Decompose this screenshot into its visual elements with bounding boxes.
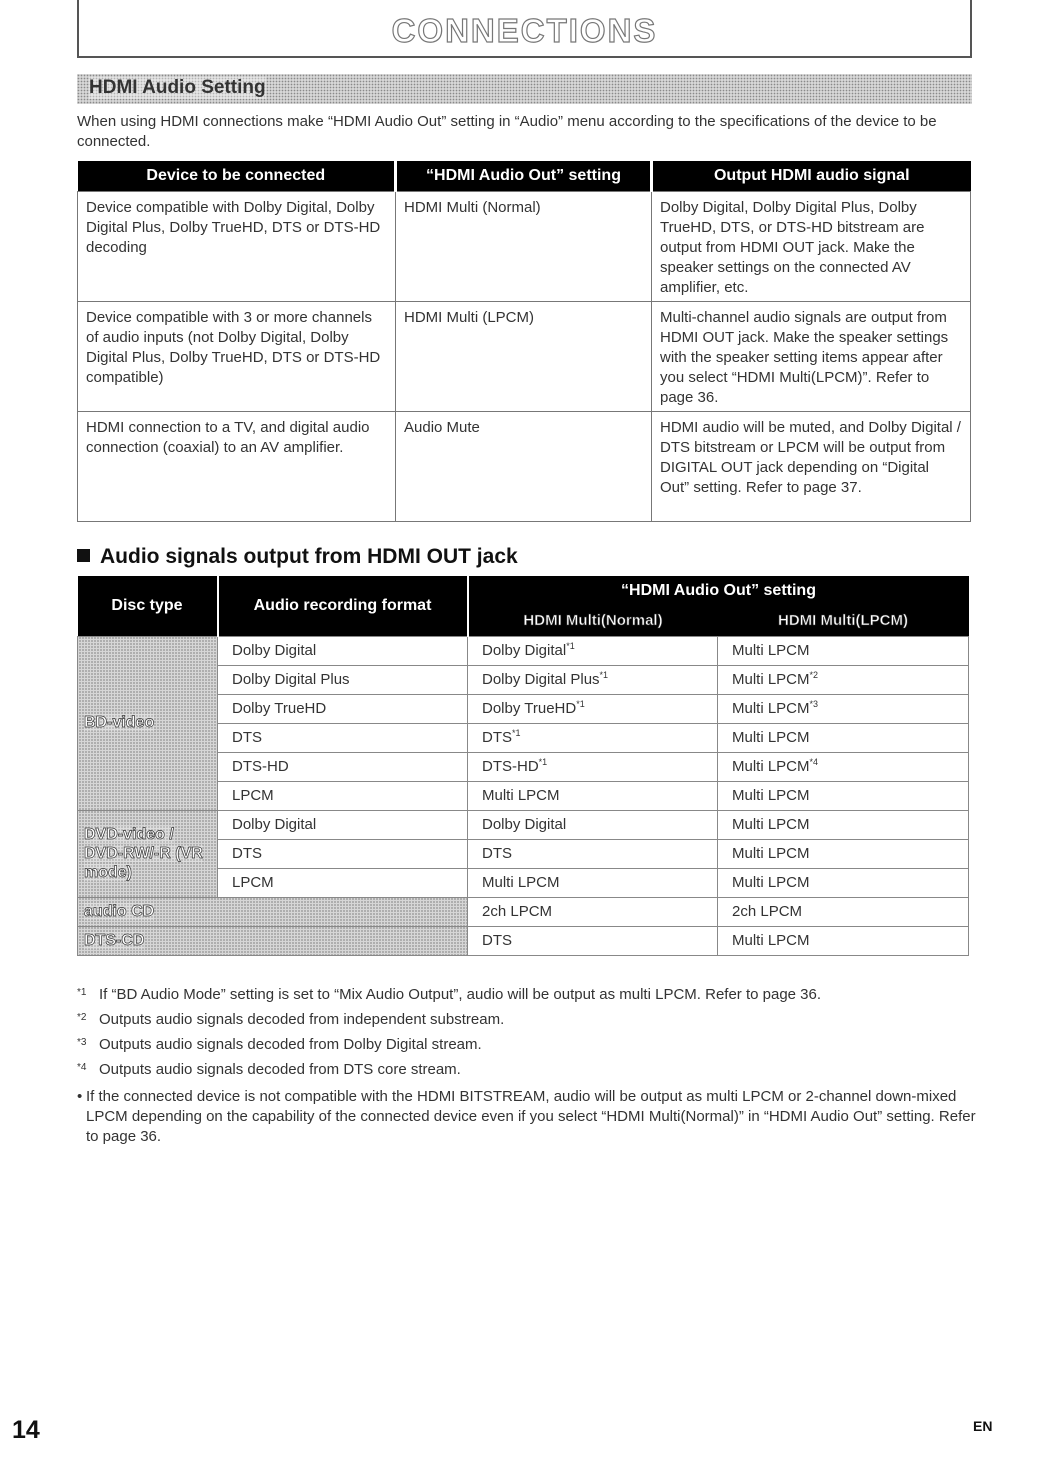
table-cell: DTS — [218, 839, 468, 868]
footnote: *4 Outputs audio signals decoded from DTS core stream. — [77, 1061, 461, 1078]
table-cell: Multi LPCM — [718, 636, 969, 665]
disc-type-cell: DVD-video / DVD-RW/-R (VR mode) — [78, 810, 218, 897]
table-cell: Multi LPCM$^{*3}$ — [718, 694, 969, 723]
table-cell: 2ch LPCM — [718, 897, 969, 926]
column-header: “HDMI Audio Out” setting — [396, 161, 652, 192]
table-row — [78, 412, 971, 522]
bullet-icon: • — [77, 1088, 83, 1105]
table-cell: Multi LPCM — [468, 868, 718, 897]
table-cell: DTS$^{*1}$ — [468, 723, 718, 752]
column-header: “HDMI Audio Out” setting — [468, 576, 969, 606]
table-cell: Multi-channel audio signals are output from HDMI OUT jack. Make the speaker settings with the speaker setting items appear after you select “HDMI Multi(LPCM)”. Refer to page 36. — [652, 302, 971, 412]
footnote: *3 Outputs audio signals decoded from Dolby Digital stream. — [77, 1036, 482, 1053]
table-cell: Device compatible with Dolby Digital, Dolby Digital Plus, Dolby TrueHD, DTS or DTS-HD decoding — [78, 192, 396, 302]
table-row — [78, 810, 969, 839]
table-cell: Dolby Digital$^{*1}$ — [468, 636, 718, 665]
table-cell: Multi LPCM — [718, 868, 969, 897]
subsection-heading-text: Audio signals output from HDMI OUT jack — [100, 545, 518, 568]
table-cell: HDMI audio will be muted, and Dolby Digital / DTS bitstream or LPCM will be output from DIGITAL OUT jack depending on “Digital Out” setting. Refer to page 37. — [652, 412, 971, 522]
table-cell: Dolby Digital Plus — [218, 665, 468, 694]
table-cell: Device compatible with 3 or more channels of audio inputs (not Dolby Digital, Dolby Digital Plus, Dolby TrueHD, DTS or DTS-HD compatible) — [78, 302, 396, 412]
page-number: 14 — [12, 1416, 40, 1444]
table-cell: Dolby TrueHD — [218, 694, 468, 723]
disc-type-cell: audio CD — [78, 897, 468, 926]
table-cell: HDMI Multi (Normal) — [396, 192, 652, 302]
table-cell: Multi LPCM — [718, 723, 969, 752]
column-subheader: HDMI Multi(LPCM) — [718, 606, 969, 636]
footnote: *2 Outputs audio signals decoded from independent substream. — [77, 1011, 505, 1028]
intro-paragraph: When using HDMI connections make “HDMI Audio Out” setting in “Audio” menu according to the specifications of the device to be connected. — [77, 113, 937, 150]
table-cell: Multi LPCM — [718, 781, 969, 810]
square-bullet-icon — [77, 549, 90, 562]
table-cell: DTS-HD$^{*1}$ — [468, 752, 718, 781]
disc-type-cell: DTS-CD — [78, 926, 468, 955]
disc-type-cell: BD-video — [78, 636, 218, 810]
column-header: Disc type — [78, 576, 218, 636]
page-header — [77, 0, 972, 58]
table-cell: Dolby Digital, Dolby Digital Plus, Dolby TrueHD, DTS, or DTS-HD bitstream are output from HDMI OUT jack. Make the speaker settings on the connected AV amplifier, etc. — [652, 192, 971, 302]
footnote: *1 If “BD Audio Mode” setting is set to “Mix Audio Output”, audio will be output as multi LPCM. Refer to page 36. — [77, 986, 822, 1003]
table-cell: Multi LPCM — [718, 926, 969, 955]
hdmi-settings-table — [77, 161, 971, 522]
audio-output-table — [77, 576, 969, 956]
table-row — [78, 897, 969, 926]
column-header: Output HDMI audio signal — [652, 161, 971, 192]
language-label: EN — [973, 1418, 993, 1434]
table-cell: DTS — [218, 723, 468, 752]
table-header-row — [78, 161, 971, 192]
table-cell: Multi LPCM — [468, 781, 718, 810]
table-row — [78, 192, 971, 302]
table-cell: 2ch LPCM — [468, 897, 718, 926]
table-cell: HDMI connection to a TV, and digital audio connection (coaxial) to an AV amplifier. — [78, 412, 396, 522]
table-row — [78, 302, 971, 412]
table-cell: Multi LPCM — [718, 839, 969, 868]
table-cell: LPCM — [218, 781, 468, 810]
table-cell: Multi LPCM — [718, 810, 969, 839]
table-header-row — [78, 576, 969, 606]
subsection-heading — [77, 545, 518, 569]
table-row — [78, 926, 969, 955]
section-title-bar — [77, 74, 972, 104]
table-cell: Dolby Digital — [218, 810, 468, 839]
bullet-note — [77, 1087, 977, 1147]
table-cell: Multi LPCM$^{*4}$ — [718, 752, 969, 781]
table-cell: DTS — [468, 839, 718, 868]
column-header: Audio recording format — [218, 576, 468, 636]
column-header: Device to be connected — [78, 161, 396, 192]
table-cell: DTS — [468, 926, 718, 955]
footnotes — [77, 984, 977, 1084]
table-cell: Dolby Digital — [218, 636, 468, 665]
column-subheader: HDMI Multi(Normal) — [468, 606, 718, 636]
table-cell: Multi LPCM$^{*2}$ — [718, 665, 969, 694]
bullet-note-text: If the connected device is not compatible with the HDMI BITSTREAM, audio will be output as multi LPCM or 2-channel down-mixed LPCM depending on the capability of the connected device even if you select “HDMI Multi(Normal)” in “HDMI Audio Out” setting. Refer to page 36. — [86, 1088, 976, 1145]
table-cell: Dolby Digital Plus$^{*1}$ — [468, 665, 718, 694]
table-cell: Dolby Digital — [468, 810, 718, 839]
table-cell: LPCM — [218, 868, 468, 897]
table-cell: Audio Mute — [396, 412, 652, 522]
table-row — [78, 636, 969, 665]
section-title: HDMI Audio Setting — [89, 77, 266, 98]
table-cell: Dolby TrueHD$^{*1}$ — [468, 694, 718, 723]
table-cell: DTS-HD — [218, 752, 468, 781]
table-cell: HDMI Multi (LPCM) — [396, 302, 652, 412]
page-title: CONNECTIONS — [391, 12, 658, 49]
